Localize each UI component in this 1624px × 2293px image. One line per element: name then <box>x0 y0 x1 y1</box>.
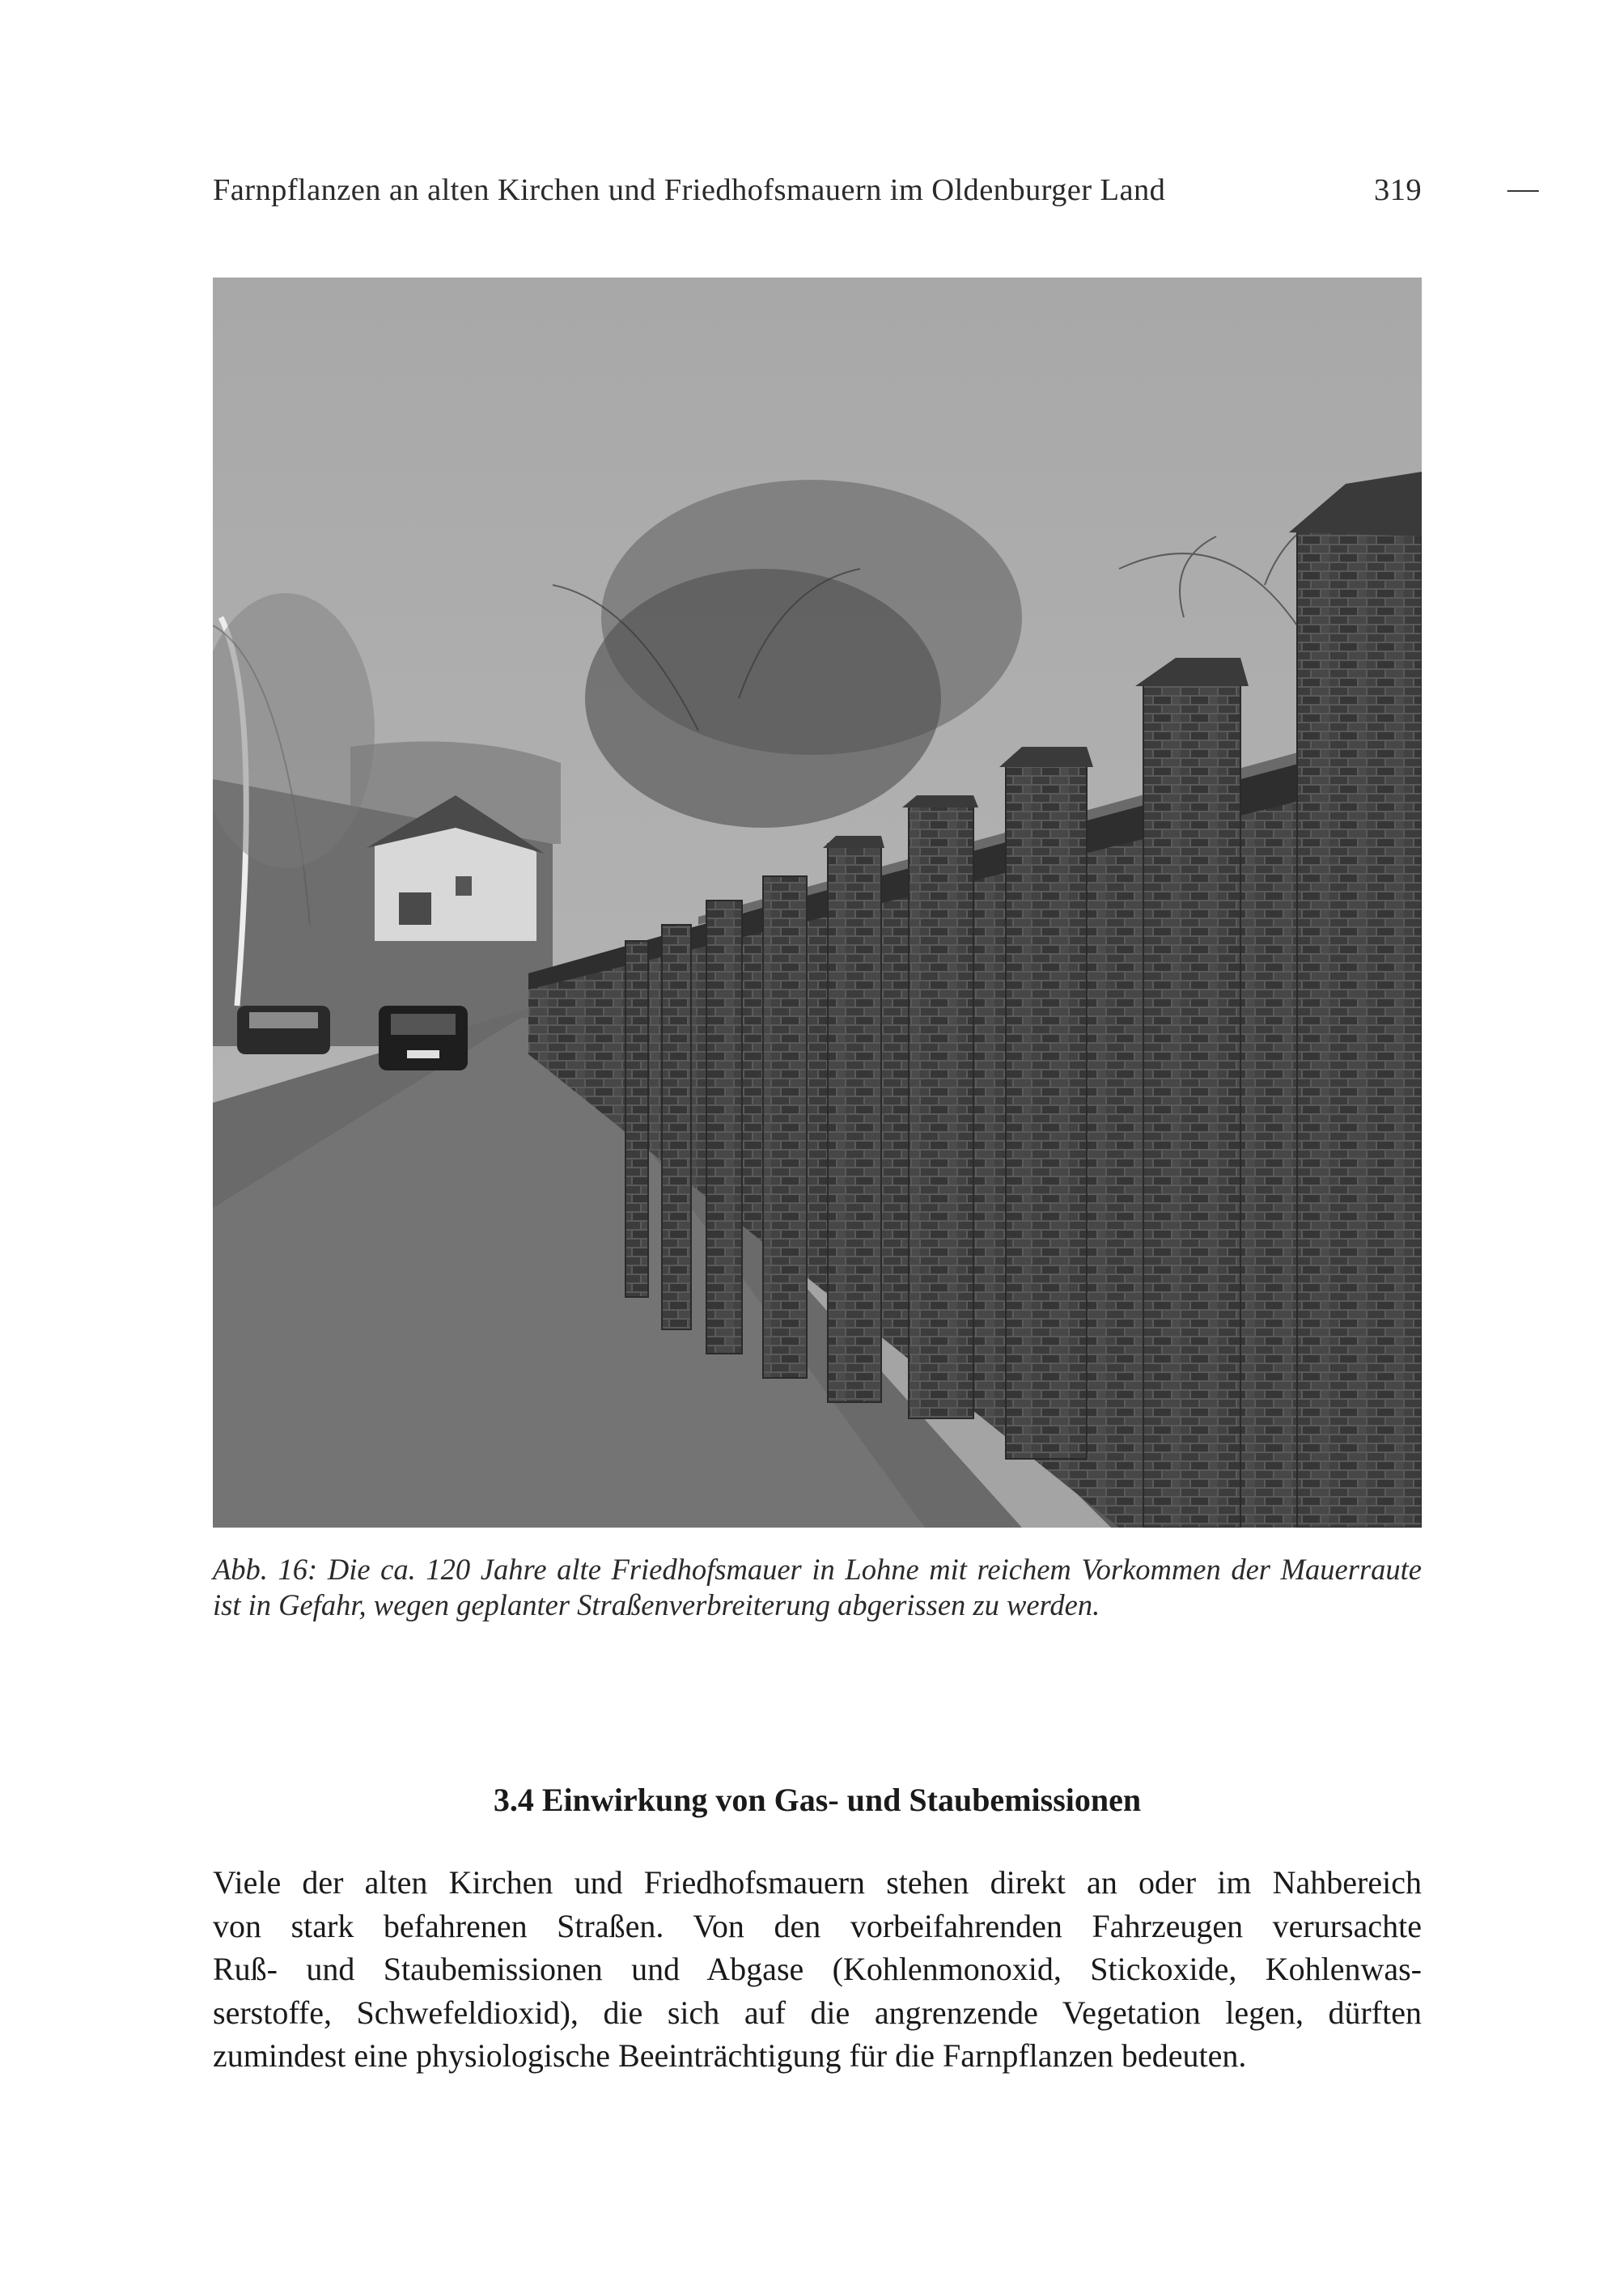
car-near <box>379 1006 468 1070</box>
body-paragraph <box>213 1861 1422 2078</box>
header-separator: — <box>1507 172 1539 206</box>
car-far <box>237 1006 330 1054</box>
section-heading: 3.4 Einwirkung von Gas- und Staubemissionen <box>493 1782 1142 1818</box>
body-line-4: serstoffe, Schwefeldioxid), die sich auf die angrenzende Vegetation legen, dürften <box>213 1994 1422 2031</box>
body-line-1: Viele der alten Kirchen und Friedhofsmauern stehen direkt an oder im Nahbereich <box>213 1864 1422 1901</box>
body-line-5: zumindest eine physiologische Beeinträchtigung für die Farnpflanzen bedeuten. <box>213 2037 1247 2074</box>
figure-photo-cemetery-wall <box>213 278 1422 1528</box>
caption-line-1: Abb. 16: Die ca. 120 Jahre alte Friedhofsmauer in Lohne mit reichem Vorkommen der Mauerraute <box>213 1553 1422 1586</box>
body-line-3: Ruß- und Staubemissionen und Abgase (Kohlenmonoxid, Stickoxide, Kohlenwas- <box>213 1951 1422 1987</box>
page-number: 319 <box>1374 173 1422 207</box>
caption-line-2: ist in Gefahr, wegen geplanter Straßenverbreiterung abgerissen zu werden. <box>213 1588 1100 1621</box>
body-line-2: von stark befahrenen Straßen. Von den vorbeifahrenden Fahrzeugen verursachte <box>213 1907 1422 1944</box>
figure-caption <box>213 1552 1422 1623</box>
running-title: Farnpflanzen an alten Kirchen und Friedhofsmauern im Oldenburger Land <box>213 173 1166 207</box>
running-header <box>213 172 1539 218</box>
